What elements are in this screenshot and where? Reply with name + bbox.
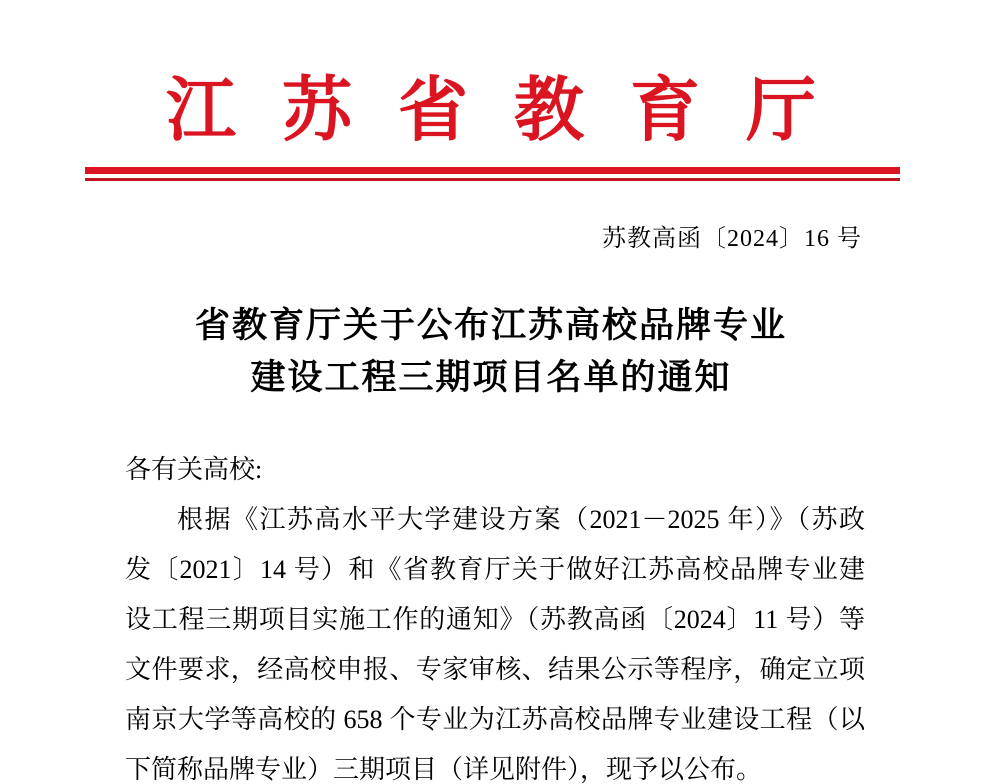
salutation: 各有关高校: xyxy=(125,455,263,484)
body-line: 根据《江苏高水平大学建设方案（2021－2025 年）》（苏政 xyxy=(177,505,865,534)
notice-title-line-1: 省教育厅关于公布江苏高校品牌专业 xyxy=(194,306,787,345)
body-line: 下简称品牌专业）三期项目（详见附件），现予以公布。 xyxy=(125,755,763,784)
letterhead-agency-name: 江苏省教育厅 xyxy=(166,73,862,150)
body-line: 设工程三期项目实施工作的通知》（苏教高函〔2024〕11 号）等 xyxy=(125,605,865,634)
body-line: 文件要求，经高校申报、专家审核、结果公示等程序，确定立项 xyxy=(125,655,865,684)
document-number: 苏教高函〔2024〕16 号 xyxy=(602,226,862,252)
letterhead-rule-thick xyxy=(85,167,900,174)
body-line: 发〔2021〕14 号）和《省教育厅关于做好江苏高校品牌专业建 xyxy=(125,555,865,584)
notice-title-line-2: 建设工程三期项目名单的通知 xyxy=(250,358,732,397)
notice-body xyxy=(125,445,865,784)
body-line: 南京大学等高校的 658 个专业为江苏高校品牌专业建设工程（以 xyxy=(125,705,865,734)
notice-title xyxy=(0,300,982,404)
letterhead-rule-thin xyxy=(85,178,900,181)
